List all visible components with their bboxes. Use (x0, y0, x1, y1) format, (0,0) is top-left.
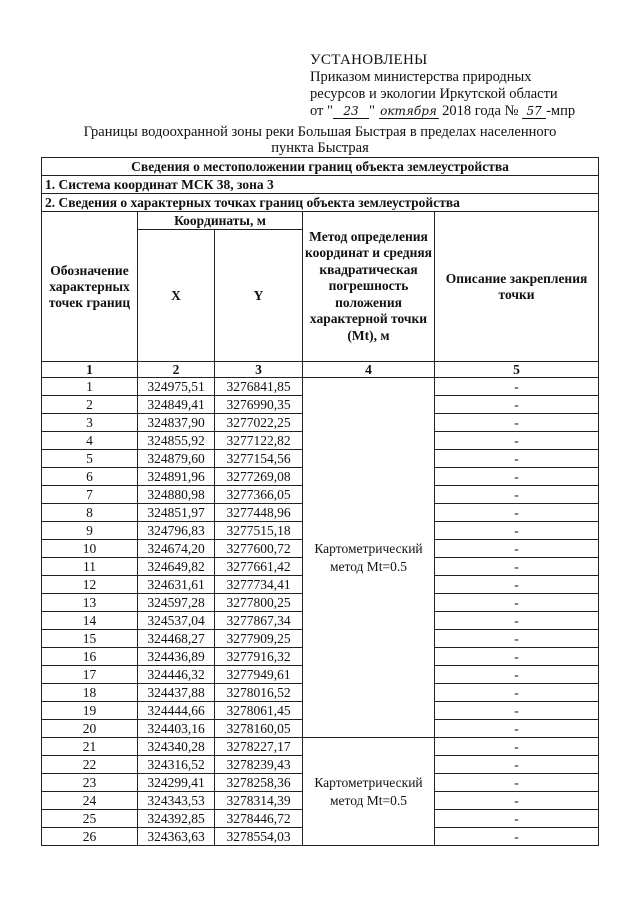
date-year: 2018 года № (442, 103, 519, 119)
coordinate-x: 324796,83 (138, 522, 215, 540)
coordinate-x: 324674,20 (138, 540, 215, 558)
point-description: - (435, 450, 599, 468)
order-line-1: Приказом министерства природных (310, 69, 532, 85)
handwritten-month: октября (380, 104, 437, 118)
column-number: 4 (303, 362, 435, 378)
coordinate-y: 3278061,45 (215, 702, 303, 720)
coordinate-y: 3278446,72 (215, 810, 303, 828)
header-point-designation: Обозначение характерных точек границ (42, 212, 138, 362)
column-number: 5 (435, 362, 599, 378)
point-description: - (435, 504, 599, 522)
coordinate-y: 3277269,08 (215, 468, 303, 486)
coordinate-y: 3277022,25 (215, 414, 303, 432)
coordinate-x: 324880,98 (138, 486, 215, 504)
coordinate-x: 324363,63 (138, 828, 215, 846)
point-number: 20 (42, 720, 138, 738)
point-description: - (435, 774, 599, 792)
point-description: - (435, 378, 599, 396)
date-quote: " (368, 103, 375, 119)
table-row (42, 738, 599, 756)
point-number: 13 (42, 594, 138, 612)
approved-label: УСТАНОВЛЕНЫ (310, 52, 428, 68)
coordinate-x: 324879,60 (138, 450, 215, 468)
coordinate-y: 3277734,41 (215, 576, 303, 594)
coordinate-x: 324851,97 (138, 504, 215, 522)
header-coordinates: Координаты, м (138, 212, 303, 230)
header-y: Y (215, 230, 303, 362)
date-prefix: от " (310, 103, 333, 119)
coordinate-x: 324340,28 (138, 738, 215, 756)
document-title (40, 124, 600, 156)
coordinate-x: 324403,16 (138, 720, 215, 738)
point-description: - (435, 576, 599, 594)
coordinate-x: 324343,53 (138, 792, 215, 810)
point-description: - (435, 396, 599, 414)
coordinate-x: 324446,32 (138, 666, 215, 684)
header-method: Метод определения координат и средняя квадратическая погрешность положения характерной точки (Mt), м (303, 212, 435, 362)
coordinate-y: 3277867,34 (215, 612, 303, 630)
header-x: X (138, 230, 215, 362)
coordinate-x: 324975,51 (138, 378, 215, 396)
coordinate-x: 324537,04 (138, 612, 215, 630)
point-description: - (435, 648, 599, 666)
order-suffix: -мпр (546, 103, 576, 119)
coordinate-x: 324392,85 (138, 810, 215, 828)
coordinate-x: 324444,66 (138, 702, 215, 720)
handwritten-order-number: 57 (522, 104, 546, 119)
coordinate-y: 3278258,36 (215, 774, 303, 792)
column-number: 2 (138, 362, 215, 378)
point-description: - (435, 594, 599, 612)
approval-header (310, 52, 630, 120)
coordinate-x: 324597,28 (138, 594, 215, 612)
method-cell: Картометрический метод Mt=0.5 (303, 738, 435, 846)
coordinate-x: 324631,61 (138, 576, 215, 594)
point-description: - (435, 828, 599, 846)
point-number: 23 (42, 774, 138, 792)
coordinate-system-row: 1. Система координат МСК 38, зона 3 (42, 176, 599, 194)
table-row (42, 378, 599, 396)
point-number: 3 (42, 414, 138, 432)
coordinate-x: 324855,92 (138, 432, 215, 450)
handwritten-day: 23 (333, 104, 369, 119)
header-description: Описание закрепления точки (435, 212, 599, 362)
coordinate-y: 3278239,43 (215, 756, 303, 774)
coordinate-y: 3277800,25 (215, 594, 303, 612)
section-title: Сведения о местоположении границ объекта землеустройства (42, 158, 599, 176)
point-number: 7 (42, 486, 138, 504)
point-description: - (435, 522, 599, 540)
coordinate-y: 3277448,96 (215, 504, 303, 522)
point-number: 22 (42, 756, 138, 774)
point-description: - (435, 720, 599, 738)
coordinate-y: 3278554,03 (215, 828, 303, 846)
point-number: 9 (42, 522, 138, 540)
coordinate-y: 3278160,05 (215, 720, 303, 738)
coordinate-y: 3278227,17 (215, 738, 303, 756)
title-line-2: пункта Быстрая (271, 140, 369, 156)
point-number: 12 (42, 576, 138, 594)
point-description: - (435, 414, 599, 432)
point-number: 16 (42, 648, 138, 666)
point-number: 4 (42, 432, 138, 450)
method-cell: Картометрический метод Mt=0.5 (303, 378, 435, 738)
point-description: - (435, 630, 599, 648)
coordinate-x: 324436,89 (138, 648, 215, 666)
column-number: 1 (42, 362, 138, 378)
coordinate-x: 324649,82 (138, 558, 215, 576)
coordinates-table (41, 157, 599, 846)
point-number: 19 (42, 702, 138, 720)
point-number: 2 (42, 396, 138, 414)
point-description: - (435, 558, 599, 576)
point-description: - (435, 612, 599, 630)
column-number: 3 (215, 362, 303, 378)
coordinate-x: 324468,27 (138, 630, 215, 648)
point-description: - (435, 666, 599, 684)
point-description: - (435, 738, 599, 756)
order-line-2: ресурсов и экологии Иркутской области (310, 86, 558, 102)
point-number: 21 (42, 738, 138, 756)
coordinate-x: 324837,90 (138, 414, 215, 432)
point-number: 26 (42, 828, 138, 846)
point-number: 11 (42, 558, 138, 576)
point-number: 24 (42, 792, 138, 810)
point-description: - (435, 810, 599, 828)
point-description: - (435, 792, 599, 810)
coordinate-y: 3277661,42 (215, 558, 303, 576)
coordinate-y: 3277949,61 (215, 666, 303, 684)
point-number: 14 (42, 612, 138, 630)
point-number: 6 (42, 468, 138, 486)
coordinate-y: 3276990,35 (215, 396, 303, 414)
point-number: 10 (42, 540, 138, 558)
point-number: 25 (42, 810, 138, 828)
point-description: - (435, 432, 599, 450)
point-number: 1 (42, 378, 138, 396)
coordinate-y: 3278016,52 (215, 684, 303, 702)
coordinate-y: 3277916,32 (215, 648, 303, 666)
coordinate-y: 3277909,25 (215, 630, 303, 648)
coordinate-y: 3276841,85 (215, 378, 303, 396)
point-number: 18 (42, 684, 138, 702)
coordinate-x: 324316,52 (138, 756, 215, 774)
order-date-line (310, 103, 630, 120)
point-description: - (435, 702, 599, 720)
point-number: 17 (42, 666, 138, 684)
title-line-1: Границы водоохранной зоны реки Большая Быстрая в пределах населенного (83, 124, 557, 140)
coordinate-y: 3277122,82 (215, 432, 303, 450)
point-number: 5 (42, 450, 138, 468)
coordinate-x: 324891,96 (138, 468, 215, 486)
coordinate-y: 3277600,72 (215, 540, 303, 558)
coordinate-x: 324299,41 (138, 774, 215, 792)
coordinate-y: 3277366,05 (215, 486, 303, 504)
point-description: - (435, 756, 599, 774)
point-description: - (435, 540, 599, 558)
coordinate-y: 3277154,56 (215, 450, 303, 468)
point-description: - (435, 684, 599, 702)
coordinate-x: 324849,41 (138, 396, 215, 414)
point-description: - (435, 486, 599, 504)
point-number: 8 (42, 504, 138, 522)
coordinate-y: 3277515,18 (215, 522, 303, 540)
points-info-row: 2. Сведения о характерных точках границ объекта землеустройства (42, 194, 599, 212)
coordinate-y: 3278314,39 (215, 792, 303, 810)
point-description: - (435, 468, 599, 486)
point-number: 15 (42, 630, 138, 648)
coordinate-x: 324437,88 (138, 684, 215, 702)
